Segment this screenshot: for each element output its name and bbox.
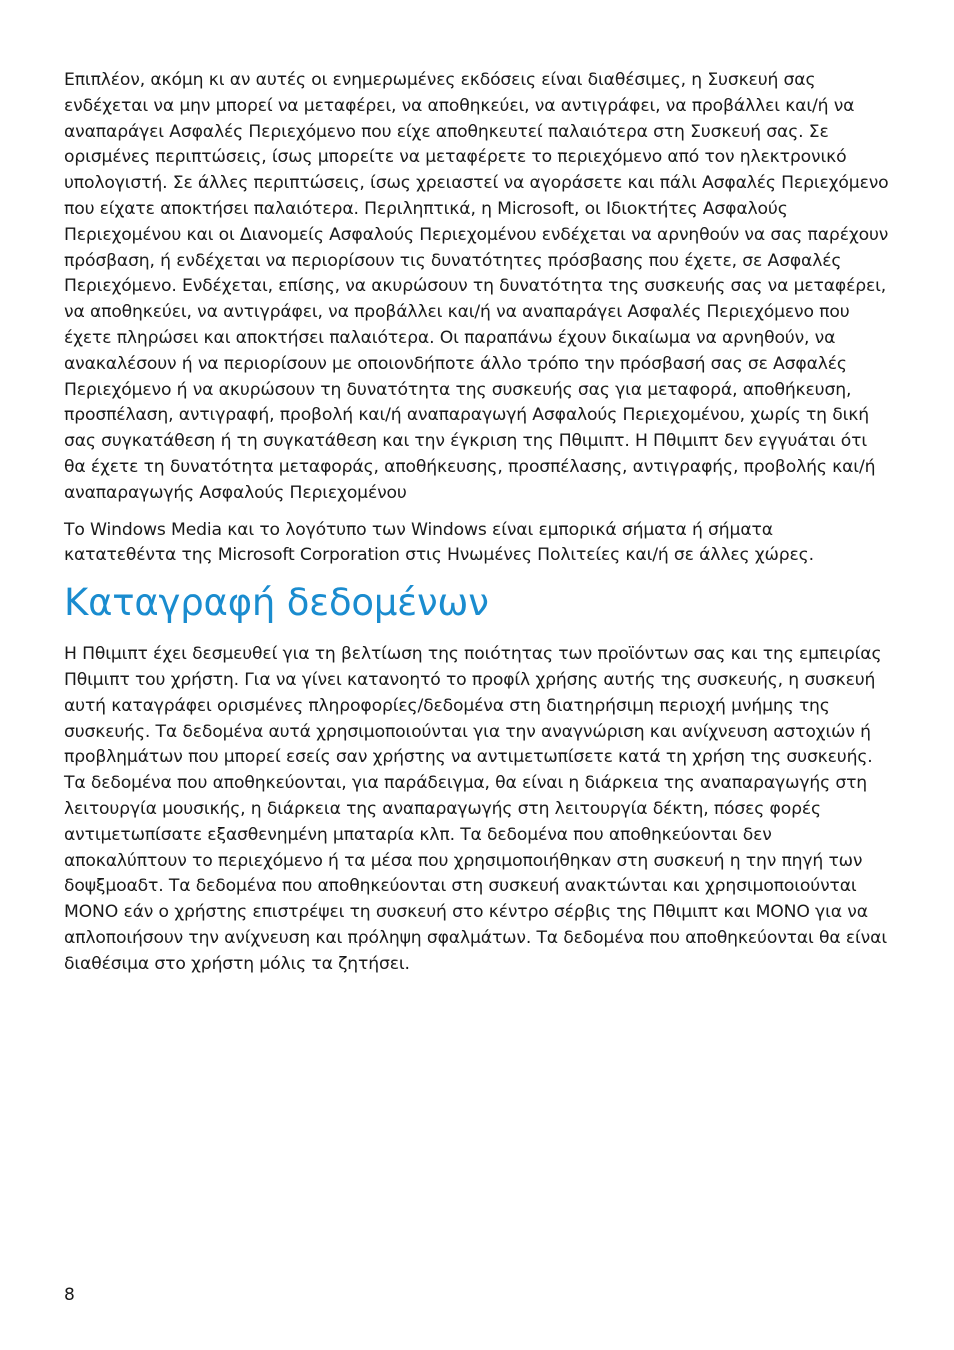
section-heading-data-logging: Καταγραφή δεδομένων (64, 581, 489, 625)
section-secure-content (64, 68, 890, 569)
section-data-logging (64, 577, 890, 977)
page-number: 8 (64, 1285, 75, 1305)
document-page (64, 68, 890, 978)
paragraph-trademark-notice: Το Windows Media και το λογότυπο των Windows είναι εμπορικά σήματα ή σήματα κατατεθέντα της Microsoft Corporation στις Ηνωμένες Πολιτείες και/ή σε άλλες χώρες. (64, 519, 814, 566)
paragraph-data-logging: Η Πθιμιπτ έχει δεσμευθεί για τη βελτίωση της ποιότητας των προϊόντων σας και της εμπειρίας Πθιμιπτ του χρήστη. Για να γίνει κατανοητό το προφίλ χρήσης αυτής της συσκευής, η συσκευή αυτή καταγράφει ορισμένες πληροφορίες/δεδομένα στη διατηρήσιμη περιοχή μνήμης της συσκευής. Τα δεδομένα αυτά χρησιμοποιούνται για την αναγνώριση και ανίχνευση αστοχιών ή προβλημάτων που μπορεί εσείς σαν χρήστης να αντιμετωπίσετε κατά τη χρήση της συσκευής. Τα δεδομένα που αποθηκεύονται, για παράδειγμα, θα είναι η διάρκεια της αναπαραγωγής στη λειτουργία μουσικής, η διάρκεια της αναπαραγωγής στη λειτουργία δέκτη, πόσες φορές αντιμετωπίσατε εξασθενημένη μπαταρία κλπ. Τα δεδομένα που αποθηκεύονται δεν αποκαλύπτουν το περιεχόμενο ή τα μέσα που χρησιμοποιήθηκαν στη συσκευή η την πηγή των δοψξμοαδτ. Τα δεδομένα που αποθηκεύονται στη συσκευή ανακτώνται και χρησιμοποιούνται ΜΟΝΟ εάν ο χρήστης επιστρέψει τη συσκευή στο κέντρο σέρβις της Πθιμιπτ και ΜΟΝΟ για να απλοποιήσουν την ανίχνευση και πρόληψη σφαλμάτων. Τα δεδομένα που αποθηκεύονται θα είναι διαθέσιμα στο χρήστη μόλις τα ζητήσει. (64, 644, 887, 974)
paragraph-secure-content: Επιπλέον, ακόμη κι αν αυτές οι ενημερωμένες εκδόσεις είναι διαθέσιμες, η Συσκευή σας ενδέχεται να μην μπορεί να μεταφέρει, να αποθηκεύει, να αντιγράφει, να προβάλλει και/ή να αναπαράγει Ασφαλές Περιεχόμενο που είχε αποθηκευτεί παλαιότερα στη Συσκευή σας. Σε ορισμένες περιπτώσεις, ίσως μπορείτε να μεταφέρετε το περιεχόμενο από τον ηλεκτρονικό υπολογιστή. Σε άλλες περιπτώσεις, ίσως χρειαστεί να αγοράσετε και πάλι Ασφαλές Περιεχόμενο που είχατε αποκτήσει παλαιότερα. Περιληπτικά, η Microsoft, οι Ιδιοκτήτες Ασφαλούς Περιεχομένου και οι Διανομείς Ασφαλούς Περιεχομένου ενδέχεται να αρνηθούν να σας παρέχουν πρόσβαση, ή ενδέχεται να περιορίσουν τις δυνατότητες πρόσβασης που έχετε, σε Ασφαλές Περιεχόμενο. Ενδέχεται, επίσης, να ακυρώσουν τη δυνατότητα της συσκευής σας να μεταφέρει, να αποθηκεύει, να αντιγράφει, να προβάλλει και/ή να αναπαράγει Ασφαλές Περιεχόμενο που έχετε πληρώσει και αποκτήσει παλαιότερα. Οι παραπάνω έχουν δικαίωμα να αρνηθούν, να ανακαλέσουν ή να περιορίσουν με οποιονδήποτε άλλο τρόπο την πρόσβασή σας σε Ασφαλές Περιεχόμενο ή να ακυρώσουν τη δυνατότητα της συσκευής σας για μεταφορά, αποθήκευση, προσπέλαση, αντιγραφή, προβολή και/ή αναπαραγωγή Ασφαλούς Περιεχομένου, χωρίς τη δική σας συγκατάθεση ή τη συγκατάθεση και την έγκριση της Πθιμιπτ. Η Πθιμιπτ δεν εγγυάται ότι θα έχετε τη δυνατότητα μεταφοράς, αποθήκευσης, προσπέλασης, αντιγραφής, προβολής και/ή αναπαραγωγής Ασφαλούς Περιεχομένου (64, 70, 889, 503)
